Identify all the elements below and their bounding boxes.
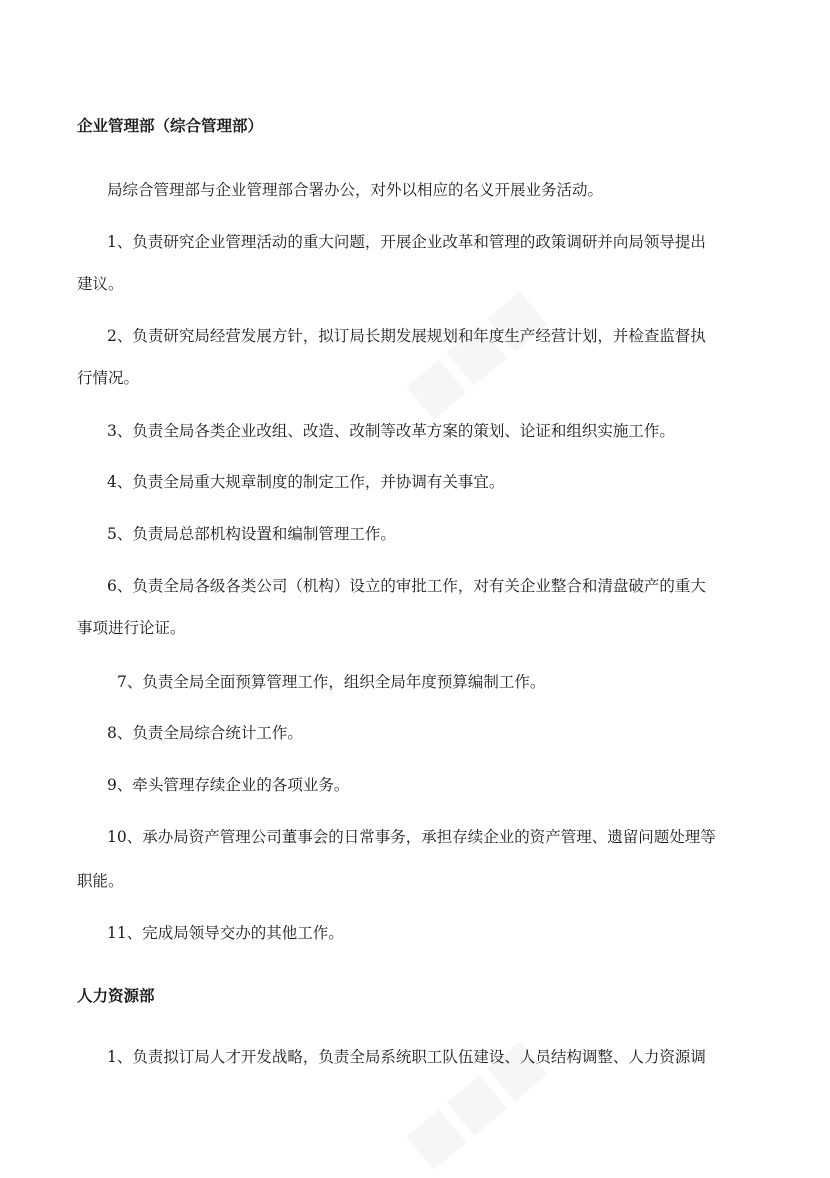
list-item-line: 2、负责研究局经营发展方针，拟订局长期发展规划和年度生产经营计划，并检查监督执 bbox=[107, 327, 706, 345]
list-item-line: 7、负责全局全面预算管理工作，组织全局年度预算编制工作。 bbox=[117, 673, 546, 691]
list-item-line: 10、承办局资产管理公司董事会的日常事务，承担存续企业的资产管理、遗留问题处理等 bbox=[107, 828, 716, 846]
section-heading-enterprise-management: 企业管理部（综合管理部） bbox=[77, 116, 264, 135]
section-heading-human-resources: 人力资源部 bbox=[77, 986, 155, 1005]
list-item-line: 1、负责研究企业管理活动的重大问题，开展企业改革和管理的政策调研并向局领导提出 bbox=[107, 233, 706, 251]
list-item-line: 事项进行论证。 bbox=[77, 619, 186, 637]
list-item-line: 行情况。 bbox=[77, 369, 140, 387]
list-item-line: 建议。 bbox=[77, 275, 124, 293]
list-item-line: 3、负责全局各类企业改组、改造、改制等改革方案的策划、论证和组织实施工作。 bbox=[107, 422, 675, 440]
list-item-line: 6、负责全局各级各类公司（机构）设立的审批工作，对有关企业整合和清盘破产的重大 bbox=[107, 577, 706, 595]
list-item-line: 1、负责拟订局人才开发战略，负责全局系统职工队伍建设、人员结构调整、人力资源调 bbox=[107, 1048, 706, 1066]
list-item-line: 8、负责全局综合统计工作。 bbox=[107, 724, 303, 742]
list-item-line: 4、负责全局重大规章制度的制定工作，并协调有关事宜。 bbox=[107, 473, 505, 491]
intro-paragraph: 局综合管理部与企业管理部合署办公，对外以相应的名义开展业务活动。 bbox=[107, 181, 604, 199]
list-item-line: 5、负责局总部机构设置和编制管理工作。 bbox=[107, 525, 396, 543]
list-item-line: 9、牵头管理存续企业的各项业务。 bbox=[107, 776, 350, 794]
list-item-line: 职能。 bbox=[77, 872, 124, 890]
list-item-line: 11、完成局领导交办的其他工作。 bbox=[107, 924, 344, 942]
watermark bbox=[393, 277, 556, 429]
